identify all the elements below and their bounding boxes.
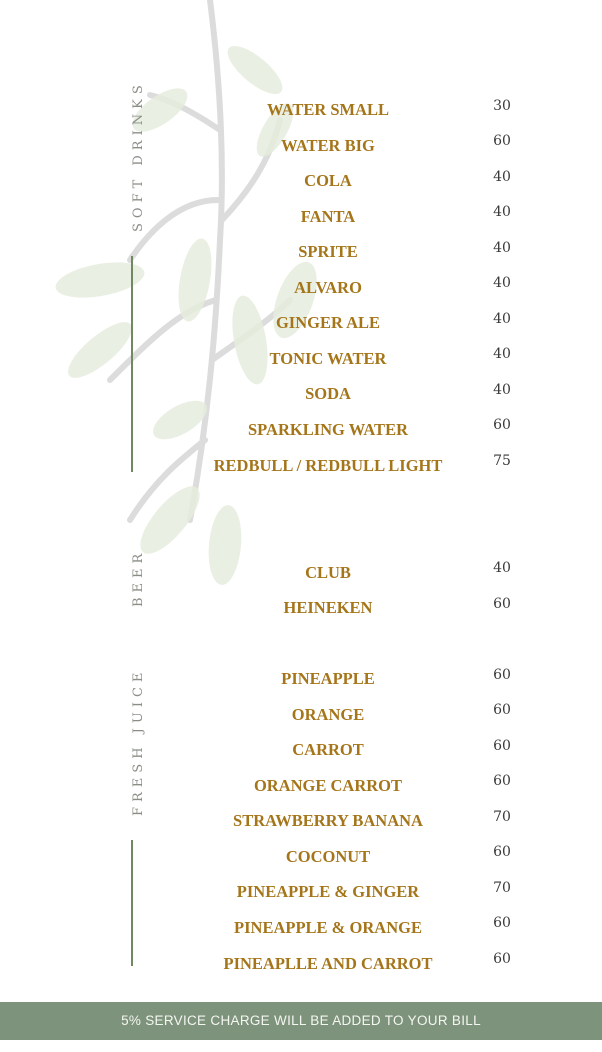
menu-item-name: COLA — [304, 171, 352, 190]
menu-item-price: 75 — [493, 453, 511, 469]
section-divider-line — [131, 256, 133, 472]
menu-item-price: 60 — [493, 738, 511, 754]
menu-item-price: 40 — [493, 204, 511, 220]
menu-item-name: COCONUT — [285, 847, 371, 866]
menu-item-price: 60 — [493, 702, 511, 718]
watercolor-leaves-icon — [40, 0, 340, 600]
menu-item-name: PINEAPPLE — [281, 669, 375, 688]
menu-item-name: SPRITE — [298, 242, 358, 261]
menu-item-price: 60 — [493, 596, 511, 612]
menu-item-name: WATER SMALL — [266, 100, 390, 119]
menu-item-price: 40 — [493, 346, 511, 362]
menu-item-name: ORANGE — [291, 705, 365, 724]
menu-item-name: PINEAPLLE AND CARROT — [223, 954, 433, 973]
menu-item-price: 30 — [493, 98, 511, 114]
menu-item-price: 40 — [493, 240, 511, 256]
service-charge-banner: 5% SERVICE CHARGE WILL BE ADDED TO YOUR BILL — [0, 1002, 602, 1040]
menu-item-price: 60 — [493, 951, 511, 967]
menu-item-price: 40 — [493, 560, 511, 576]
section-divider-line — [131, 840, 133, 966]
menu-item-name: GINGER ALE — [275, 313, 381, 332]
menu-item-price: 40 — [493, 311, 511, 327]
section-label-fresh-juice: FRESH JUICE — [131, 667, 146, 816]
menu-item-name: PINEAPPLE & GINGER — [236, 882, 420, 901]
menu-item-price: 70 — [493, 880, 511, 896]
menu-item-price: 40 — [493, 275, 511, 291]
menu-item-name: CARROT — [292, 740, 364, 759]
menu-item-name: STRAWBERRY BANANA — [233, 811, 423, 830]
menu-item-name: HEINEKEN — [283, 598, 373, 617]
menu-item-name: REDBULL / REDBULL LIGHT — [213, 456, 443, 475]
menu-item-name: SODA — [305, 384, 351, 403]
menu-item-name: PINEAPPLE & ORANGE — [234, 918, 422, 937]
section-label-beer: BEER — [131, 548, 146, 607]
menu-item-name: SPARKLING WATER — [248, 420, 408, 439]
menu-item-price: 60 — [493, 133, 511, 149]
menu-item-name: ALVARO — [294, 278, 362, 297]
menu-item-name: FANTA — [300, 207, 356, 226]
menu-item-price: 60 — [493, 667, 511, 683]
menu-item-name: TONIC WATER — [269, 349, 387, 368]
section-label-soft-drinks: SOFT DRINKS — [131, 80, 146, 232]
menu-item-price: 60 — [493, 915, 511, 931]
menu-item-price: 60 — [493, 417, 511, 433]
menu-item-name: WATER BIG — [281, 136, 375, 155]
menu-item-price: 60 — [493, 773, 511, 789]
menu-item-name: ORANGE CARROT — [253, 776, 403, 795]
menu-item-price: 60 — [493, 844, 511, 860]
menu-item-price: 40 — [493, 382, 511, 398]
menu-item-name: CLUB — [305, 563, 351, 582]
menu-item-price: 40 — [493, 169, 511, 185]
menu-item-price: 70 — [493, 809, 511, 825]
